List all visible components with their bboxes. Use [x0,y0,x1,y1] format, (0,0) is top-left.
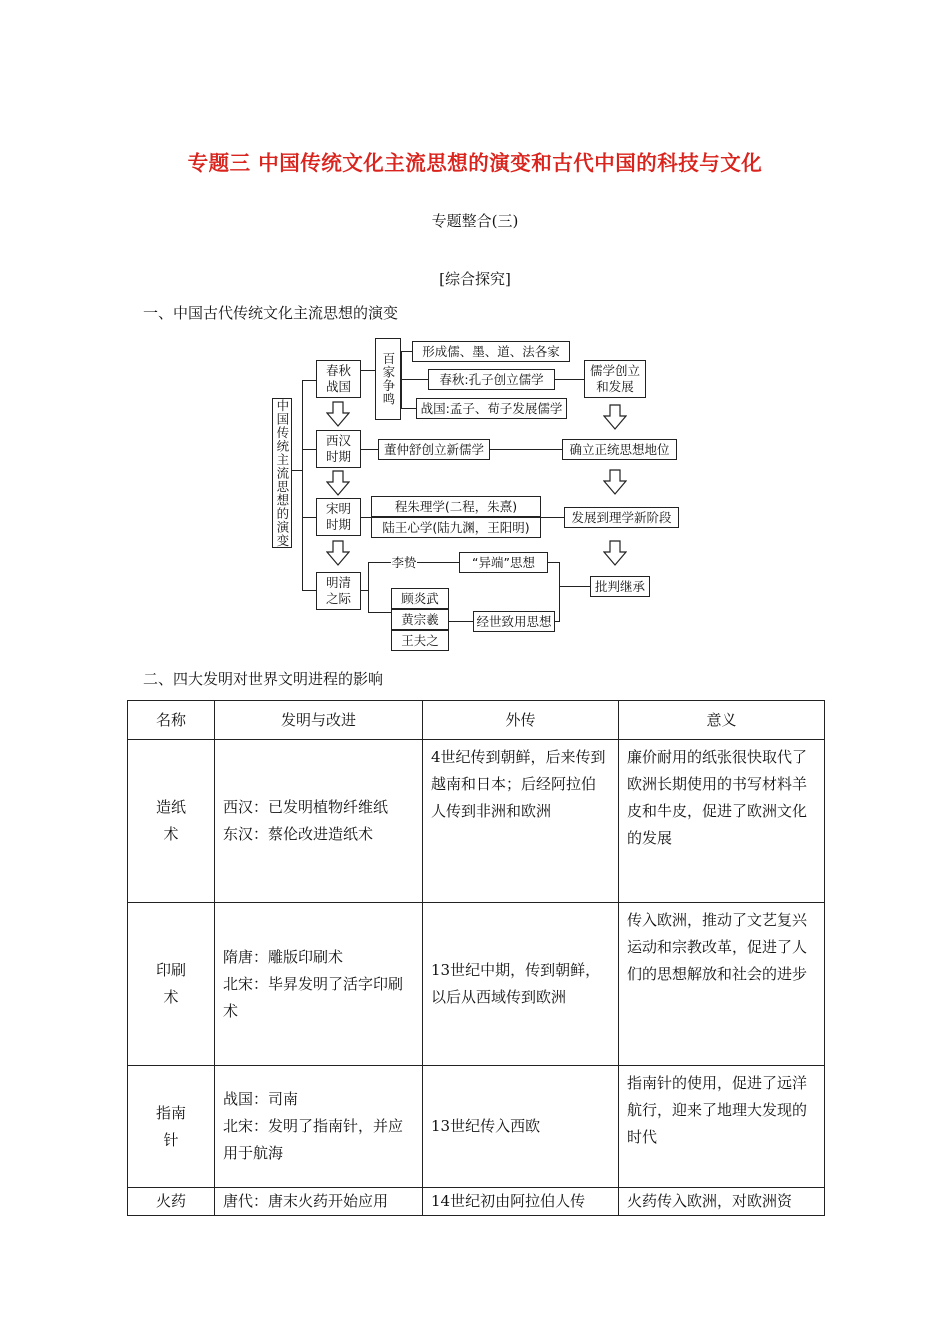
bracket-heading: [综合探究] [439,270,511,288]
header-cell: 发明与改进 [215,701,423,740]
spread-cell: 4世纪传到朝鲜，后来传到越南和日本；后经阿拉伯人传到非洲和欧洲 [423,740,619,903]
header-cell: 意义 [619,701,825,740]
meaning-cell: 廉价耐用的纸张很快取代了欧洲长期使用的书写材料羊皮和牛皮，促进了欧洲文化的发展 [619,740,825,903]
era-mingqing-box: 明清 之际 [316,572,361,610]
result3-box: 发展到理学新阶段 [564,507,679,528]
invention-cell: 西汉：已发明植物纤维纸 东汉：蔡伦改进造纸术 [215,740,423,903]
section-heading-2: 二、四大发明对世界文明进程的影响 [143,670,384,688]
down-arrow-icon [603,469,627,495]
era-chunqiu-box: 春秋 战国 [316,360,361,398]
page-title: 专题三 中国传统文化主流思想的演变和古代中国的科技与文化 [187,151,763,175]
name-cell: 印刷 术 [128,903,215,1066]
name-cell: 造纸 术 [128,740,215,903]
spread-cell: 14世纪初由阿拉伯人传 [423,1188,619,1216]
table-row [128,740,825,903]
baijia-box: 百家争鸣 [375,338,401,420]
invention-cell: 隋唐：雕版印刷术 北宋：毕昇发明了活字印刷术 [215,903,423,1066]
page-subtitle: 专题整合(三) [431,212,519,230]
huang-box: 黄宗羲 [391,609,449,630]
spread-cell: 13世纪中期，传到朝鲜，以后从西域传到欧洲 [423,903,619,1066]
header-cell: 名称 [128,701,215,740]
name-cell: 火药 [128,1188,215,1216]
name-cell: 指南 针 [128,1066,215,1188]
down-arrow-icon [326,401,350,427]
invention-cell: 战国：司南 北宋：发明了指南针，并应用于航海 [215,1066,423,1188]
songming-lixue-box: 程朱理学(二程，朱熹) [371,496,541,517]
table-row [128,903,825,1066]
table-header-row [128,701,825,740]
xihan-box: 董仲舒创立新儒学 [378,439,490,460]
songming-xinxue-box: 陆王心学(陆九渊，王阳明) [371,517,541,538]
result2-box: 确立正统思想地位 [562,439,677,460]
down-arrow-icon [603,404,627,430]
bj3-box: 战国:孟子、荀子发展儒学 [416,398,567,419]
meaning-cell: 火药传入欧洲，对欧洲资 [619,1188,825,1216]
bj1-box: 形成儒、墨、道、法各家 [412,341,570,362]
table-row [128,1188,825,1216]
gu-box: 顾炎武 [391,588,449,609]
root-box: 中国传统主流思想的演变 [272,398,292,548]
meaning-cell: 指南针的使用，促进了远洋航行，迎来了地理大发现的时代 [619,1066,825,1188]
spread-cell: 13世纪传入西欧 [423,1066,619,1188]
wang-box: 王夫之 [391,630,449,651]
meaning-cell: 传入欧洲，推动了文艺复兴运动和宗教改革，促进了人们的思想解放和社会的进步 [619,903,825,1066]
header-cell: 外传 [423,701,619,740]
result1-box: 儒学创立 和发展 [584,360,646,398]
invention-cell: 唐代：唐末火药开始应用 [215,1188,423,1216]
bj2-box: 春秋:孔子创立儒学 [428,369,555,390]
yiduan-box: “异端”思想 [459,552,548,573]
jingshi-box: 经世致用思想 [473,611,555,632]
table-row [128,1066,825,1188]
section-heading-1: 一、中国古代传统文化主流思想的演变 [143,304,399,322]
four-inventions-table [127,700,825,1216]
result4-box: 批判继承 [590,576,650,597]
down-arrow-icon [603,540,627,566]
lizhi-label: 李贽 [391,552,417,573]
down-arrow-icon [326,470,350,496]
era-songming-box: 宋明 时期 [316,498,361,536]
era-xihan-box: 西汉 时期 [316,430,361,468]
down-arrow-icon [326,540,350,566]
